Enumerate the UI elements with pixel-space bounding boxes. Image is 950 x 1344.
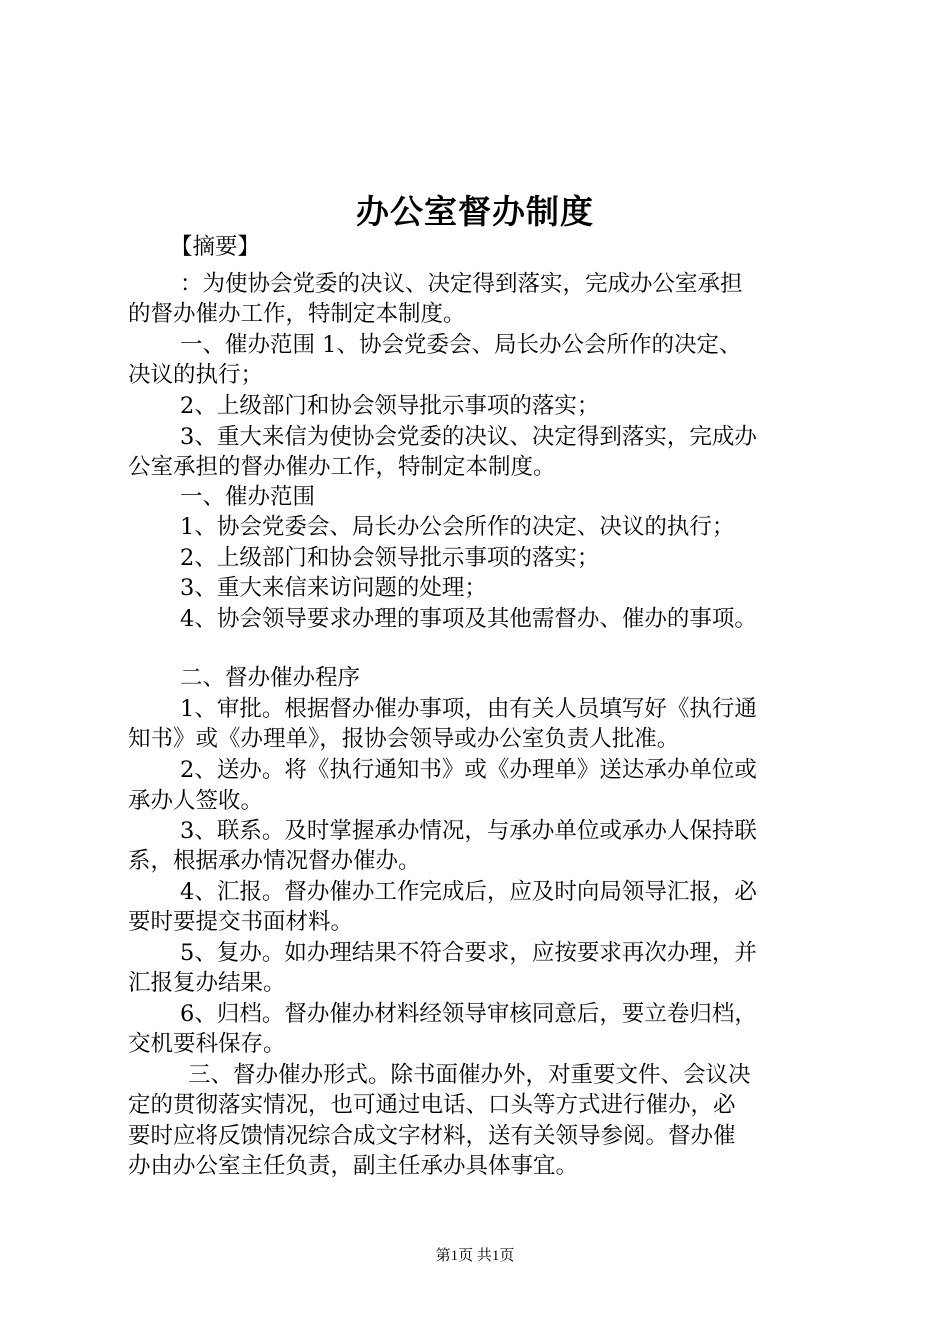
list-item: 4、协会领导要求办理的事项及其他需督办、催办的事项。	[180, 606, 757, 632]
paragraph-line: 2、送办。将《执行通知书》或《办理单》送达承办单位或	[180, 757, 757, 783]
document-title: 办公室督办制度	[356, 192, 594, 231]
paragraph-line: 汇报复办结果。	[128, 970, 286, 996]
summary-heading: 【摘要】	[170, 234, 261, 260]
paragraph-line: 办由办公室主任负责，副主任承办具体事宜。	[128, 1153, 579, 1179]
list-item: 1、协会党委会、局长办公会所作的决定、决议的执行；	[180, 514, 735, 540]
list-item: 3、重大来信来访问题的处理；	[180, 575, 487, 601]
paragraph-line: 6、归档。督办催办材料经领导审核同意后，要立卷归档，	[180, 1001, 757, 1027]
paragraph-line: 决议的执行；	[128, 362, 264, 388]
paragraph-line: 承办人签收。	[128, 788, 264, 814]
list-item: 2、上级部门和协会领导批示事项的落实；	[180, 545, 600, 571]
paragraph-line: ：为使协会党委的决议、决定得到落实，完成办公室承担	[180, 271, 743, 297]
paragraph-line: 公室承担的督办催办工作，特制定本制度。	[128, 454, 556, 480]
paragraph-line: 要时应将反馈情况综合成文字材料，送有关领导参阅。督办催	[128, 1123, 736, 1149]
paragraph-line: 系，根据承办情况督办催办。	[128, 848, 421, 874]
paragraph-line: 5、复办。如办理结果不符合要求，应按要求再次办理，并	[180, 940, 757, 966]
paragraph-line: 三、督办催办形式。除书面催办外，对重要文件、会议决	[188, 1062, 751, 1088]
paragraph-line: 交机要科保存。	[128, 1031, 286, 1057]
section-heading: 二、督办催办程序	[180, 665, 361, 691]
paragraph-line: 4、汇报。督办催办工作完成后，应及时向局领导汇报，必	[180, 879, 757, 905]
paragraph-line: 要时要提交书面材料。	[128, 909, 354, 935]
paragraph-line: 3、联系。及时掌握承办情况，与承办单位或承办人保持联	[180, 818, 757, 844]
paragraph-line: 一、催办范围 1、协会党委会、局长办公会所作的决定、	[180, 332, 742, 358]
paragraph-line: 定的贯彻落实情况，也可通过电话、口头等方式进行催办，必	[128, 1092, 736, 1118]
paragraph-line: 3、重大来信为使协会党委的决议、决定得到落实，完成办	[180, 424, 757, 450]
page-number-footer: 第1页 共1页	[435, 1248, 515, 1264]
paragraph-line: 1、审批。根据督办催办事项，由有关人员填写好《执行通	[180, 696, 757, 722]
paragraph-line: 2、上级部门和协会领导批示事项的落实；	[180, 393, 600, 419]
section-heading: 一、催办范围	[180, 484, 316, 510]
paragraph-line: 知书》或《办理单》，报协会领导或办公室负责人批准。	[128, 726, 680, 752]
paragraph-line: 的督办催办工作，特制定本制度。	[128, 301, 466, 327]
